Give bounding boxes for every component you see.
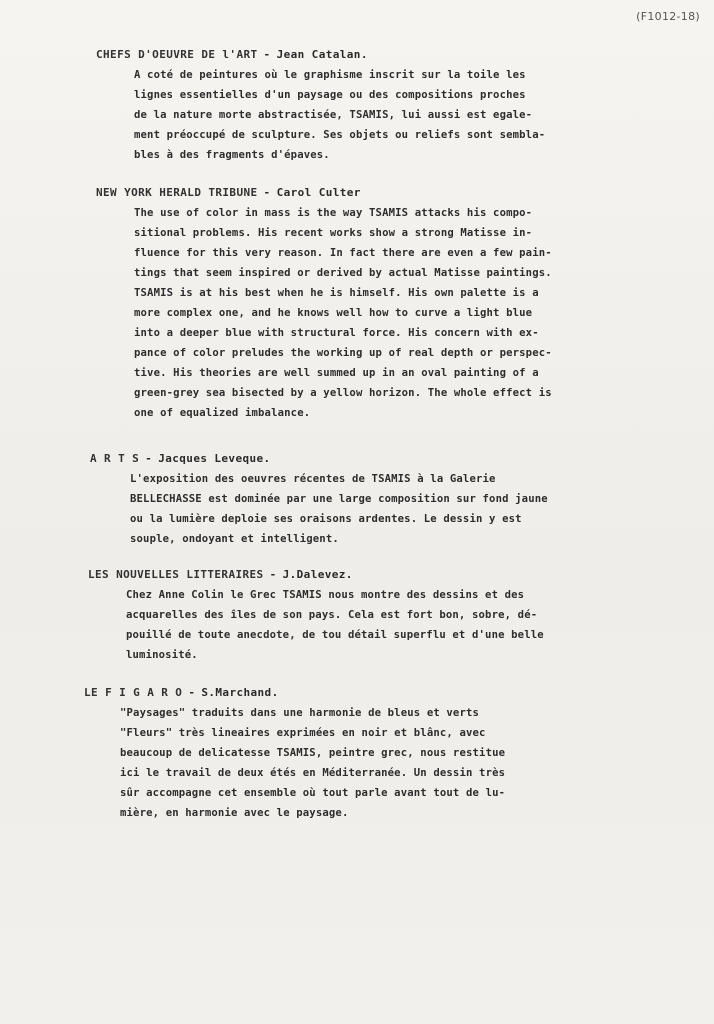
- text-line: pouillé de toute anecdote, de tou détail superflu et d'une belle: [126, 629, 544, 641]
- text-line: BELLECHASSE est dominée par une large composition sur fond jaune: [130, 493, 548, 505]
- review-section-chefs-doeuvre: [0, 48, 714, 165]
- author-name: J.Dalevez.: [282, 568, 353, 581]
- text-line: souple, ondoyant et intelligent.: [130, 533, 339, 545]
- text-line: ou la lumière deploie ses oraisons ardentes. Le dessin y est: [130, 513, 522, 525]
- text-line: fluence for this very reason. In fact there are even a few pain-: [134, 247, 552, 259]
- text-line: sûr accompagne cet ensemble où tout parle avant tout de lu-: [120, 787, 506, 799]
- author-name: Jacques Leveque.: [158, 452, 271, 465]
- source-title: LE F I G A R O: [84, 686, 183, 699]
- text-line: "Paysages" traduits dans une harmonie de bleus et verts: [120, 707, 480, 719]
- reference-number: (F1012-18): [636, 10, 700, 23]
- source-title: A R T S: [90, 452, 140, 465]
- review-body: [126, 585, 714, 665]
- author-name: Jean Catalan.: [276, 48, 368, 61]
- text-line: de la nature morte abstractisée, TSAMIS, lui aussi est egale-: [134, 109, 533, 121]
- review-section-nouvelles-litteraires: [0, 568, 714, 665]
- review-body: [130, 469, 714, 549]
- review-body: [134, 203, 714, 423]
- text-line: A coté de peintures où le graphisme inscrit sur la toile les: [134, 69, 526, 81]
- text-line: beaucoup de delicatesse TSAMIS, peintre grec, nous restitue: [120, 747, 506, 759]
- text-line: mière, en harmonie avec le paysage.: [120, 807, 349, 819]
- text-line: tive. His theories are well summed up in an oval painting of a: [134, 367, 539, 379]
- text-line: more complex one, and he knows well how to curve a light blue: [134, 307, 533, 319]
- review-section-arts: [0, 452, 714, 549]
- author-name: S.Marchand.: [201, 686, 279, 699]
- text-line: sitional problems. His recent works show a strong Matisse in-: [134, 227, 533, 239]
- review-body: [120, 703, 714, 823]
- text-line: ment préoccupé de sculpture. Ses objets ou reliefs sont sembla-: [134, 129, 546, 141]
- review-section-figaro: [0, 686, 714, 823]
- text-line: bles à des fragments d'épaves.: [134, 149, 330, 161]
- text-line: tings that seem inspired or derived by actual Matisse paintings.: [134, 267, 552, 279]
- text-line: L'exposition des oeuvres récentes de TSAMIS à la Galerie: [130, 473, 496, 485]
- text-line: green-grey sea bisected by a yellow horizon. The whole effect is: [134, 387, 552, 399]
- section-header: LES NOUVELLES LITTERAIRES - J.Dalevez.: [88, 568, 353, 581]
- text-line: lignes essentielles d'un paysage ou des compositions proches: [134, 89, 526, 101]
- section-header: LE F I G A R O - S.Marchand.: [84, 686, 279, 699]
- text-line: "Fleurs" très lineaires exprimées en noir et blânc, avec: [120, 727, 486, 739]
- text-line: Chez Anne Colin le Grec TSAMIS nous montre des dessins et des: [126, 589, 525, 601]
- text-line: one of equalized imbalance.: [134, 407, 311, 419]
- section-header: CHEFS D'OEUVRE DE l'ART - Jean Catalan.: [96, 48, 368, 61]
- text-line: TSAMIS is at his best when he is himself. His own palette is a: [134, 287, 539, 299]
- text-line: The use of color in mass is the way TSAMIS attacks his compo-: [134, 207, 533, 219]
- text-line: luminosité.: [126, 649, 198, 661]
- source-title: NEW YORK HERALD TRIBUNE: [96, 186, 258, 199]
- section-header: A R T S - Jacques Leveque.: [90, 452, 271, 465]
- text-line: acquarelles des îles de son pays. Cela est fort bon, sobre, dé-: [126, 609, 538, 621]
- review-body: [134, 65, 714, 165]
- author-name: Carol Culter: [276, 186, 361, 199]
- text-line: pance of color preludes the working up of real depth or perspec-: [134, 347, 552, 359]
- text-line: ici le travail de deux étés en Méditerranée. Un dessin très: [120, 767, 506, 779]
- section-header: NEW YORK HERALD TRIBUNE - Carol Culter: [96, 186, 361, 199]
- review-section-herald-tribune: [0, 186, 714, 423]
- source-title: LES NOUVELLES LITTERAIRES: [88, 568, 264, 581]
- text-line: into a deeper blue with structural force. His concern with ex-: [134, 327, 539, 339]
- source-title: CHEFS D'OEUVRE DE l'ART: [96, 48, 258, 61]
